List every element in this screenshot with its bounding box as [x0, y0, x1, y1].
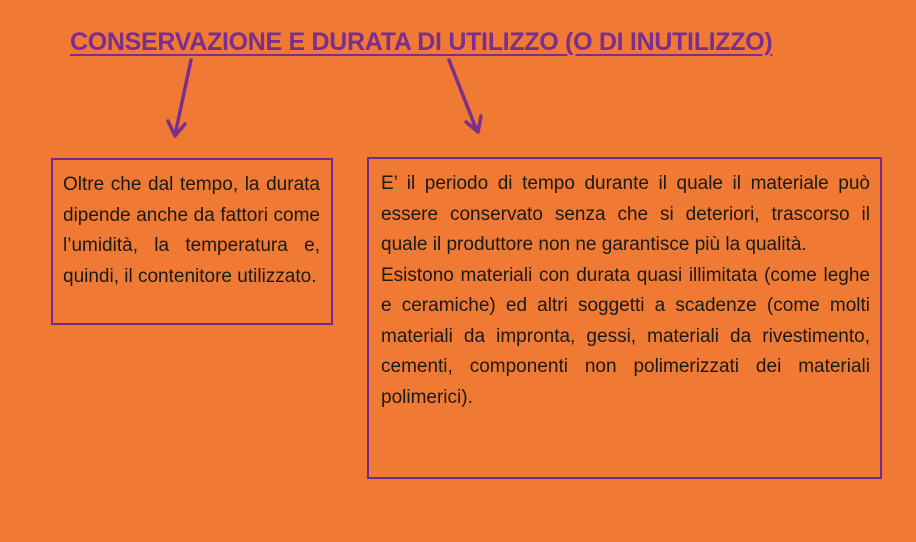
- right-text-box: [367, 157, 882, 479]
- arrow-left: [168, 60, 191, 136]
- left-text-box: [51, 158, 333, 325]
- left-box-text: Oltre che dal tempo, la durata dipende anche da fattori come l’umidità, la temperatura e, quindi, il contenitore utilizzato.: [63, 174, 320, 287]
- right-box-paragraph-1: E’ il periodo di tempo durante il quale il materiale può essere conservato senza che si deteriori, trascorso il quale il produttore non ne garantisce più la qualità.: [381, 173, 870, 255]
- right-box-paragraph-2: Esistono materiali con durata quasi illimitata (come leghe e ceramiche) ed altri soggetti a scadenze (come molti materiali da impronta, gessi, materiali da rivestimento, cementi, componenti non polimerizzati dei materiali polimerici).: [381, 264, 870, 408]
- arrow-right: [449, 60, 481, 132]
- diagram-title: CONSERVAZIONE E DURATA DI UTILIZZO (O DI INUTILIZZO): [70, 28, 773, 56]
